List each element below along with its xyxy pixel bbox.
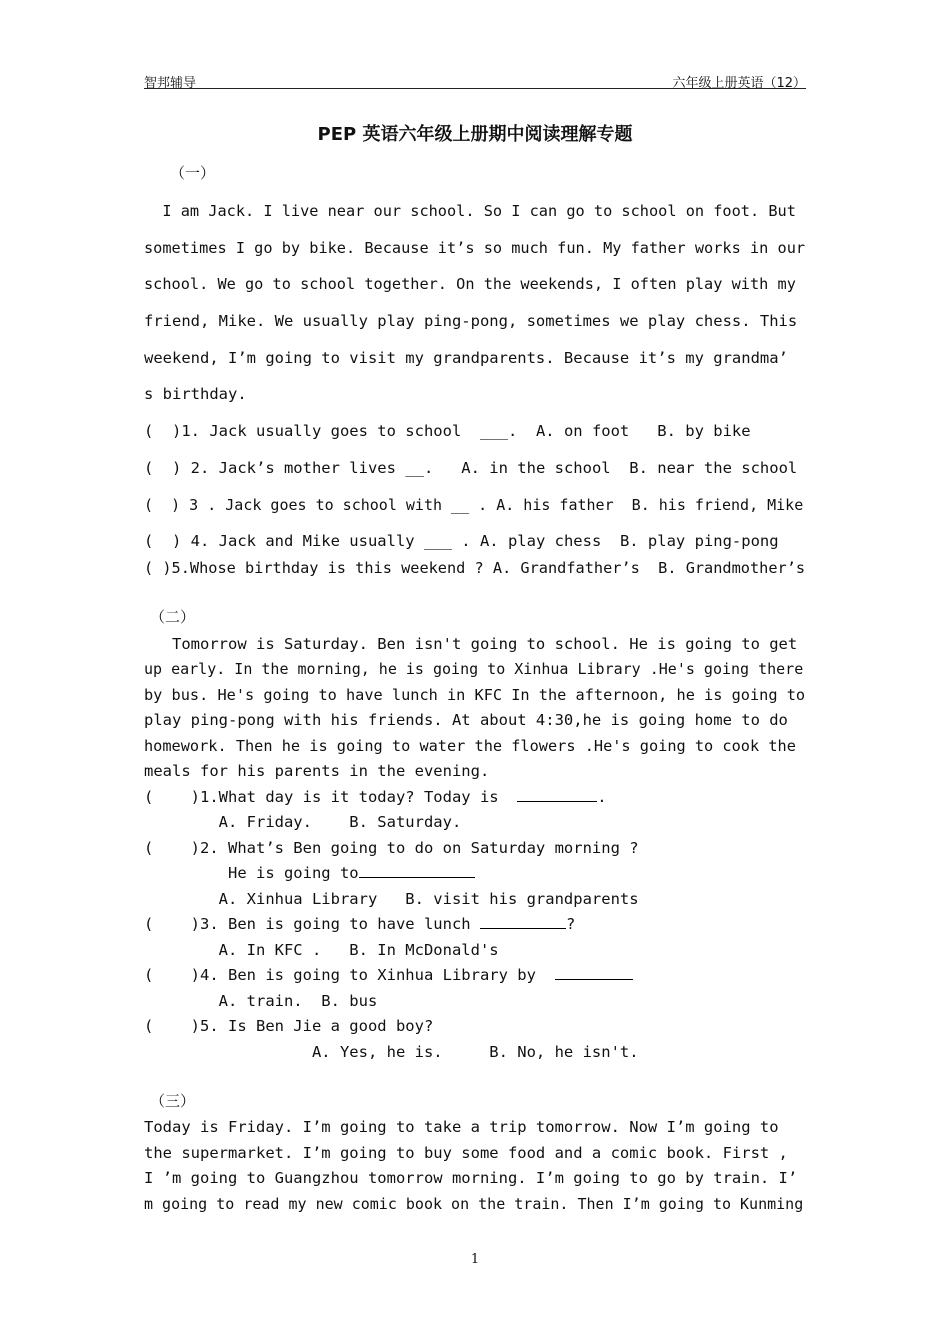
question-tail: ? [565,915,576,933]
question-text: ( )3. Ben is going to have lunch [144,915,480,933]
question-pre: ( ) 3 . Jack goes to school with [144,496,452,514]
passage-2-line: Tomorrow is Saturday. Ben isn't going to school. He is going to get [144,635,798,653]
passage-1-line: school. We go to school together. On the weekends, I often play with my [144,275,796,293]
passage-2-line: play ping-pong with his friends. At about 4:30,he is going home to do [144,711,788,729]
passage-2-line: up early. In the morning, he is going to Xinhua Library .He's going there [144,660,804,678]
section-1-label: （一） [170,164,216,182]
question-2-1 [144,787,806,807]
question-pre: ( ) 4. Jack and Mike usually [144,532,424,550]
question-2-4 [144,965,806,985]
answer-blank: __ [405,459,424,477]
question-2-2: ( )2. What’s Ben going to do on Saturday morning ? [144,839,639,857]
answer-blank: ___ [479,422,508,440]
header-left: 智邦辅导 [144,76,197,91]
question-1-5 [144,558,806,578]
question-text: ( )4. Ben is going to Xinhua Library by [144,966,555,984]
answer-blank [517,787,597,802]
options-2-3: A. In KFC . B. In McDonald's [144,941,499,959]
passage-3-line: the supermarket. I’m going to buy some food and a comic book. First , [144,1144,788,1162]
section-3-label: （三） [150,1092,196,1110]
passage-1-line: friend, Mike. We usually play ping-pong, sometimes we play chess. This [144,312,798,330]
question-post: . A. his father B. his friend, Mike [469,496,804,514]
question-2-2-stem [144,863,806,883]
question-1-3 [144,495,806,515]
question-1-2 [144,458,806,478]
passage-3-line: I ’m going to Guangzhou tomorrow morning. I’m going to go by train. I’ [144,1169,798,1187]
page-title: PEP 英语六年级上册期中阅读理解专题 [317,124,633,145]
question-2-3 [144,914,806,934]
options-2-1: A. Friday. B. Saturday. [144,813,462,831]
answer-blank [359,863,475,878]
passage-2-line: meals for his parents in the evening. [144,762,490,780]
question-post: . A. play chess B. play ping-pong [451,532,779,550]
options-2-2: A. Xinhua Library B. visit his grandparents [144,890,639,908]
passage-2-line: homework. Then he is going to water the flowers .He's going to cook the [144,737,796,755]
question-1-4 [144,531,806,551]
page-number: 1 [470,1252,480,1267]
passage-1-line: weekend, I’m going to visit my grandparents. Because it’s my grandma’ [144,349,788,367]
question-text: ( )1.What day is it today? Today is [144,788,518,806]
answer-blank [480,914,566,929]
passage-1-line: sometimes I go by bike. Because it’s so much fun. My father works in our [144,239,806,257]
header-right: 六年级上册英语（12） [672,76,806,91]
answer-blank [555,965,633,980]
question-post: . A. in the school B. near the school [423,459,798,477]
options-2-5: A. Yes, he is. B. No, he isn't. [144,1043,639,1061]
answer-blank: ___ [423,532,452,550]
question-post: . A. on foot B. by bike [507,422,751,440]
section-2-label: （二） [150,608,196,626]
header-rule [144,88,806,89]
passage-2-line: by bus. He's going to have lunch in KFC In the afternoon, he is going to [144,686,806,704]
question-pre: ( ) 2. Jack’s mother lives [144,459,406,477]
question-1-1 [144,421,806,441]
passage-1-line: s birthday. [144,385,247,403]
question-pre: ( )5.Whose birthday is this weekend ? A. Grandfather’s B. Grandmother’s [144,559,806,577]
passage-3-line: Today is Friday. I’m going to take a trip tomorrow. Now I’m going to [144,1118,779,1136]
passage-3-line: m going to read my new comic book on the train. Then I’m going to Kunming [144,1195,804,1213]
question-pre: ( )1. Jack usually goes to school [144,422,480,440]
answer-blank: __ [451,496,470,514]
question-text: He is going to [144,864,359,882]
question-2-5: ( )5. Is Ben Jie a good boy? [144,1017,434,1035]
options-2-4: A. train. B. bus [144,992,378,1010]
passage-1-line: I am Jack. I live near our school. So I can go to school on foot. But [144,202,796,220]
question-tail: . [597,788,607,806]
